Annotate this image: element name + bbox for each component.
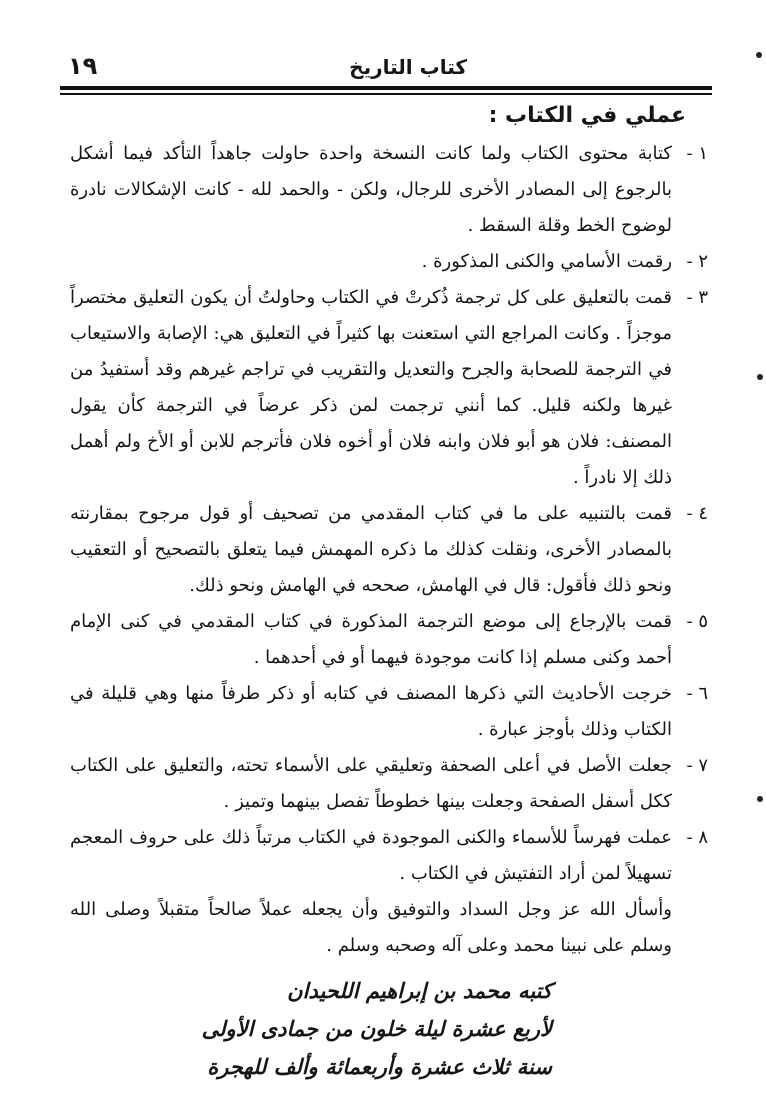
book-title: كتاب التاريخ [349, 55, 467, 79]
closing-paragraph: وأسأل الله عز وجل السداد والتوفيق وأن يجعله عملاً صالحاً متقبلاً وصلى الله وسلم على نبينا محمد وعلى آله وصحبه وسلم . [70, 899, 672, 956]
scan-speck [757, 374, 763, 380]
item-text: خرجت الأحاديث التي ذكرها المصنف في كتابه أو ذكر طرفاً منها وهي قليلة في الكتاب وذلك بأوجز عبارة . [70, 683, 672, 740]
item-text: جعلت الأصل في أعلى الصحفة وتعليقي على الأسماء تحته، والتعليق على الكتاب ككل أسفل الصفحة وجعلت بينها خطوطاً تفصل بينهما وتميز . [70, 755, 672, 812]
item-text: قمت بالإرجاع إلى موضع الترجمة المذكورة في كتاب المقدمي في كنى الإمام أحمد وكنى مسلم إذا كانت موجودة فيهما أو في أحدهما . [70, 611, 672, 668]
list-item [70, 496, 708, 604]
list-item [70, 820, 708, 892]
running-header [60, 48, 712, 88]
item-text: عملت فهرساً للأسماء والكنى الموجودة في الكتاب مرتباً ذلك على حروف المعجم تسهيلاً لمن أراد التفتيش في الكتاب . [70, 827, 672, 884]
item-number: ٢ - [686, 251, 708, 272]
signature-block [70, 972, 708, 1086]
header-rule-thin [60, 93, 712, 95]
list-item [70, 244, 708, 280]
item-text: رقمت الأسامي والكنى المذكورة . [421, 251, 672, 272]
item-number: ٣ - [686, 287, 708, 308]
scan-speck [757, 796, 763, 802]
item-number: ١ - [686, 143, 708, 164]
item-number: ٦ - [686, 683, 708, 704]
item-number: ٧ - [686, 755, 708, 776]
list-item [70, 604, 708, 676]
item-text: كتابة محتوى الكتاب ولما كانت النسخة واحدة حاولت جاهداً التأكد فيما أشكل بالرجوع إلى المصادر الأخرى للرجال، ولكن - والحمد لله - كانت الإشكالات نادرة لوضوح الخط وقلة السقط . [70, 143, 672, 236]
signature-line: لأربع عشرة ليلة خلون من جمادى الأولى [201, 1017, 552, 1041]
list-item [70, 280, 708, 496]
item-number: ٤ - [686, 503, 708, 524]
page-number: ١٩ [68, 52, 98, 80]
item-text: قمت بالتعليق على كل ترجمة ذُكرتْ في الكتاب وحاولتُ أن يكون التعليق مختصراً موجزاً . وكانت المراجع التي استعنت بها كثيراً في التعليق هي: الإصابة والاستيعاب في الترجمة للصحابة والجرح والتعديل والتقريب في تراجم غيرهم وقد أستفيدُ من غيرها ولكنه قليل. كما أنني ترجمت لمن ذكر عرضاً في الترجمة كأن يقول المصنف: فلان هو أبو فلان وابنه فلان أو أخوه فلان فأترجم للابن أو الأخ ولم أهمل ذلك إلا نادراً . [70, 287, 672, 488]
item-number: ٥ - [686, 611, 708, 632]
list-item [70, 136, 708, 244]
page-body [70, 96, 708, 1086]
signature-line: كتبه محمد بن إبراهيم اللحيدان [287, 979, 552, 1003]
item-number: ٨ - [686, 827, 708, 848]
signature-line: سنة ثلاث عشرة وأربعمائة وألف للهجرة [207, 1055, 552, 1079]
list-item [70, 748, 708, 820]
list-item [70, 676, 708, 748]
scan-speck [756, 52, 762, 58]
header-rule-thick [60, 86, 712, 90]
item-text: قمت بالتنبيه على ما في كتاب المقدمي من تصحيف أو قول مرجوح بمقارنته بالمصادر الأخرى، ونقلت كذلك ما ذكره المهمش فيما يتعلق بالتصحيح أو التعقيب ونحو ذلك فأقول: قال في الهامش، صححه في الهامش ونحو ذلك. [70, 503, 672, 596]
section-heading: عملي في الكتاب : [488, 103, 686, 128]
